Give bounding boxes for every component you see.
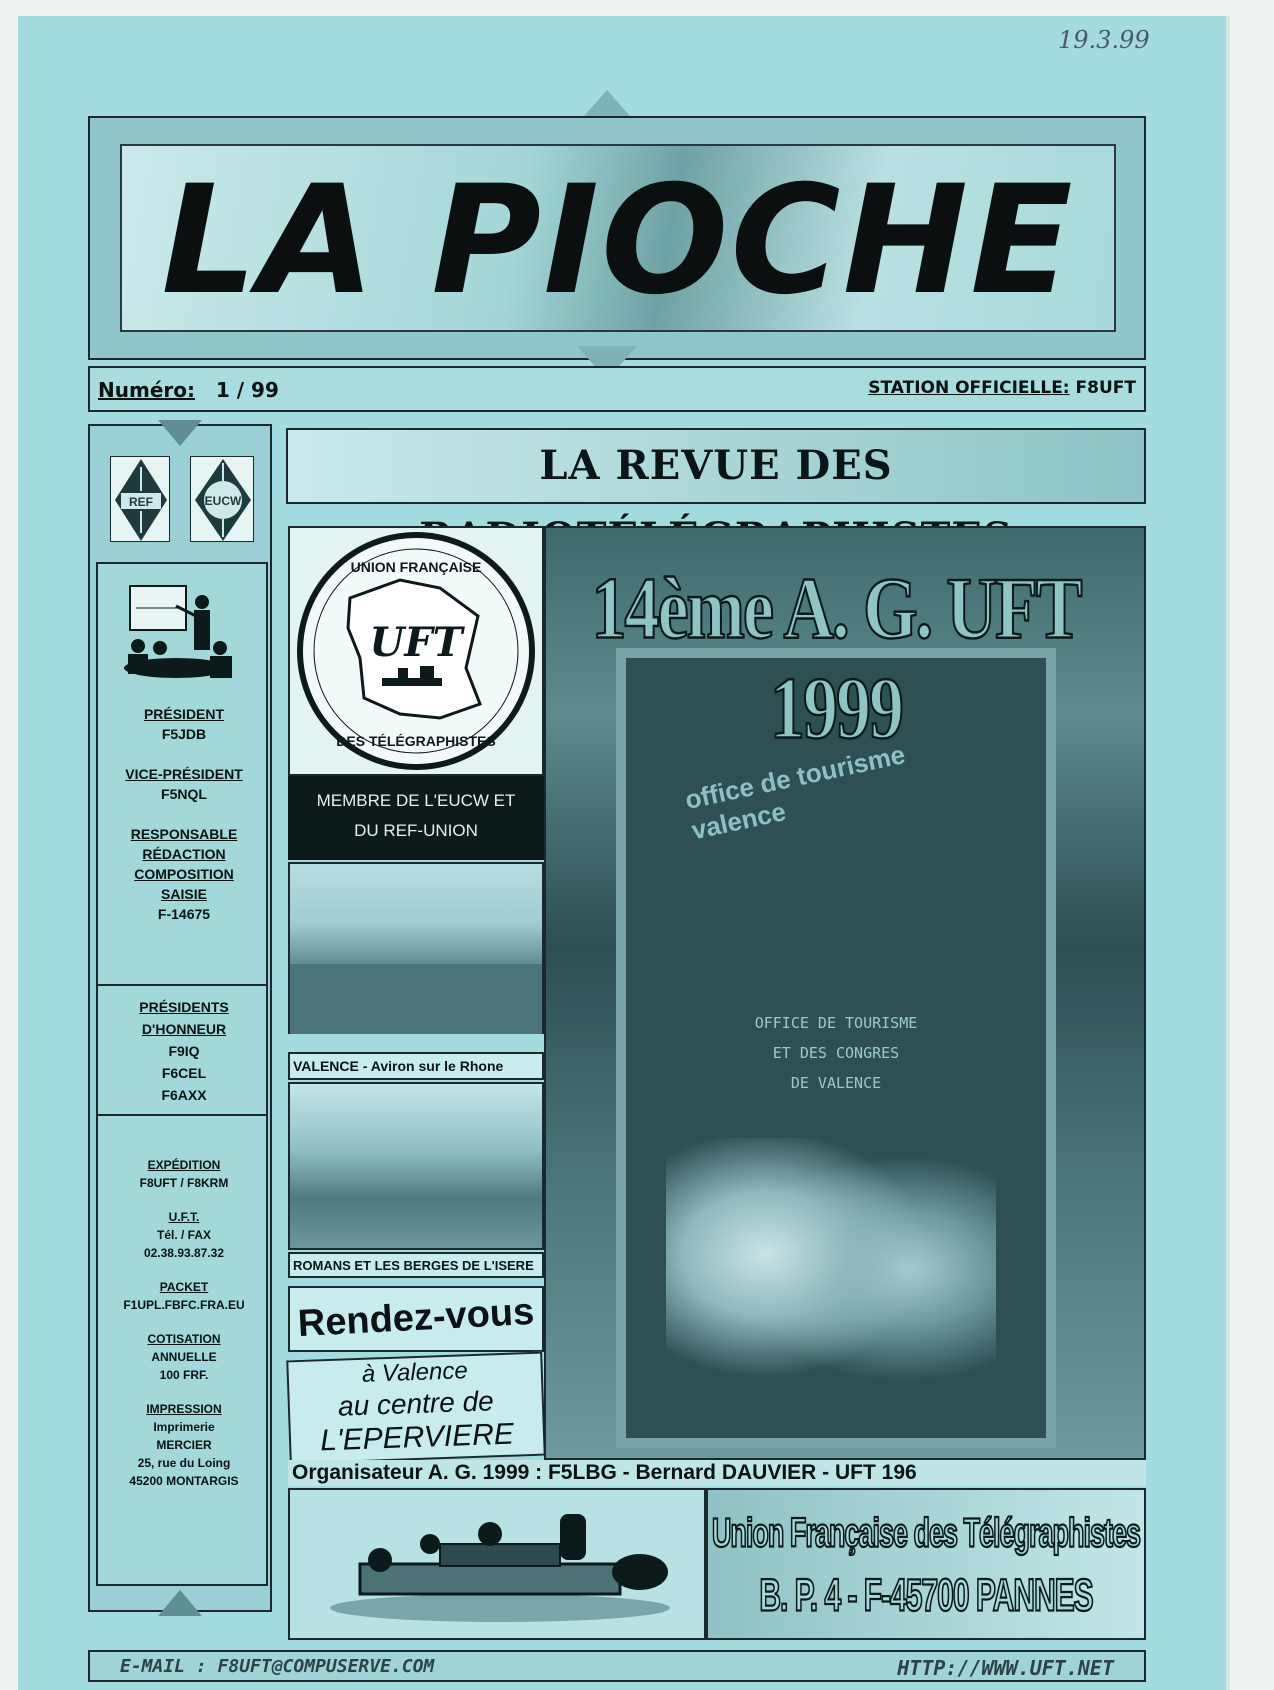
romans-caption: ROMANS ET LES BERGES DE L'ISERE — [288, 1252, 544, 1278]
eucw-diamond-icon — [191, 457, 255, 543]
valence-photo — [288, 862, 544, 1034]
romans-photo — [288, 1082, 544, 1250]
honour-value: F6CEL — [161, 1065, 207, 1081]
ref-logo — [110, 456, 170, 542]
contact-line: MERCIER — [156, 1438, 212, 1452]
address-box — [706, 1488, 1146, 1640]
uft-seal-icon — [290, 528, 542, 774]
membership-line: DU REF-UNION — [354, 821, 478, 840]
rendezvous-title: Rendez-vous — [296, 1290, 536, 1346]
contact-line: F1UPL.FBFC.FRA.EU — [123, 1298, 245, 1312]
officer-value: F5NQL — [161, 786, 207, 802]
tourism-sign-line: OFFICE DE TOURISME — [754, 1014, 918, 1032]
left-column — [88, 424, 272, 1612]
honour-label: D'HONNEUR — [141, 1021, 227, 1037]
editor-label: RESPONSABLE — [130, 826, 238, 842]
contact-label: PACKET — [159, 1280, 209, 1294]
contact-line: 02.38.93.87.32 — [143, 1246, 225, 1260]
meeting-illustration-icon — [116, 578, 246, 696]
uft-seal-top-arc: UNION FRANÇAISE — [350, 559, 482, 575]
footer-website[interactable]: HTTP://WWW.UFT.NET — [897, 1656, 1114, 1680]
eucw-logo — [190, 456, 254, 542]
honour-value: F9IQ — [168, 1043, 200, 1059]
honour-value: F6AXX — [161, 1087, 207, 1103]
morse-key-icon — [320, 1504, 680, 1628]
magazine-cover — [18, 16, 1226, 1690]
editor-label: SAISIE — [161, 886, 207, 902]
honour-section — [96, 984, 268, 1116]
footer-email[interactable]: E-MAIL : F8UFT@COMPUSERVE.COM — [120, 1656, 435, 1677]
triangle-up-small-icon — [158, 1590, 202, 1616]
contact-label: IMPRESSION — [146, 1402, 222, 1416]
contact-line: Tél. / FAX — [156, 1228, 211, 1242]
uft-seal-box — [288, 526, 544, 776]
board-section — [96, 562, 268, 986]
rendezvous-title-box — [288, 1286, 544, 1352]
contact-label: EXPÉDITION — [147, 1158, 221, 1172]
editor-label: COMPOSITION — [134, 866, 234, 882]
issue-label: Numéro: — [98, 378, 195, 402]
triangle-down-small-icon — [158, 420, 202, 446]
river-band — [290, 964, 542, 1034]
official-station — [868, 378, 1136, 398]
headline-box — [286, 428, 1146, 504]
honour-label: PRÉSIDENTS — [139, 999, 229, 1015]
tourism-sign-line: DE VALENCE — [790, 1074, 882, 1092]
officer-value: F5JDB — [161, 726, 207, 742]
issue-number — [98, 378, 279, 402]
membership-box — [288, 776, 544, 860]
tourism-sign-line: ET DES CONGRES — [772, 1044, 900, 1062]
tourism-sign-top: office de tourisme valence — [682, 739, 908, 846]
contact-line: 100 FRF. — [159, 1368, 209, 1382]
eucw-logo-text: EUCW — [204, 494, 242, 508]
rendezvous-details-box — [286, 1352, 545, 1465]
address-line: Union Française des Télégraphistes — [711, 1510, 1141, 1556]
officer-label: VICE-PRÉSIDENT — [125, 766, 243, 782]
station-label: STATION OFFICIELLE: — [868, 378, 1070, 398]
contact-line: ANNUELLE — [151, 1350, 217, 1364]
membership-line: MEMBRE DE L'EUCW ET — [316, 791, 516, 810]
tourism-sign-bottom — [726, 1008, 946, 1098]
contact-section — [96, 1114, 268, 1586]
contact-line: 25, rue du Loing — [137, 1456, 231, 1470]
main-photo — [544, 526, 1146, 1460]
contact-line: 45200 MONTARGIS — [129, 1474, 239, 1488]
rendezvous-line: à Valence — [361, 1357, 469, 1388]
rendezvous-line: L'EPERVIERE — [319, 1417, 515, 1458]
headline-title: LA REVUE DES — [539, 442, 893, 489]
officers-list — [98, 704, 270, 924]
uft-seal-bottom-arc: DES TÉLÉGRAPHISTES — [336, 733, 496, 749]
organiser-line: Organisateur A. G. 1999 : F5LBG - Bernard DAUVIER - UFT 196 — [288, 1460, 1146, 1486]
editor-label: RÉDACTION — [142, 846, 226, 862]
officer-label: PRÉSIDENT — [143, 706, 225, 722]
ref-logo-text: REF — [129, 495, 153, 509]
uft-seal-center: UFT — [369, 619, 463, 666]
contact-line: F8UFT / F8KRM — [139, 1176, 229, 1190]
contact-list — [98, 1156, 270, 1490]
morse-key-box — [288, 1488, 706, 1640]
valence-caption: VALENCE - Aviron sur le Rhone — [288, 1052, 544, 1080]
issue-value: 1 / 99 — [215, 378, 279, 402]
info-bar — [88, 366, 1146, 412]
main-photo-overlay-title: 14ème A. G. UFT 1999 — [591, 561, 1081, 758]
rendezvous-line: au centre de — [337, 1385, 495, 1422]
honour-list — [98, 996, 270, 1106]
footer-bar — [88, 1650, 1146, 1682]
contact-label: COTISATION — [147, 1332, 221, 1346]
masthead-inner — [120, 144, 1116, 332]
contact-line: Imprimerie — [153, 1420, 215, 1434]
masthead-title: LA PIOCHE — [161, 154, 1075, 328]
masthead-frame — [88, 116, 1146, 360]
people-silhouettes — [666, 1138, 996, 1428]
ref-diamond-icon — [111, 457, 171, 543]
station-value: F8UFT — [1075, 378, 1136, 398]
editor-value: F-14675 — [157, 906, 211, 922]
address-line: B. P. 4 - F-45700 PANNES — [759, 1571, 1093, 1621]
contact-label: U.F.T. — [168, 1210, 200, 1224]
handwritten-date: 19.3.99 — [1058, 26, 1150, 54]
